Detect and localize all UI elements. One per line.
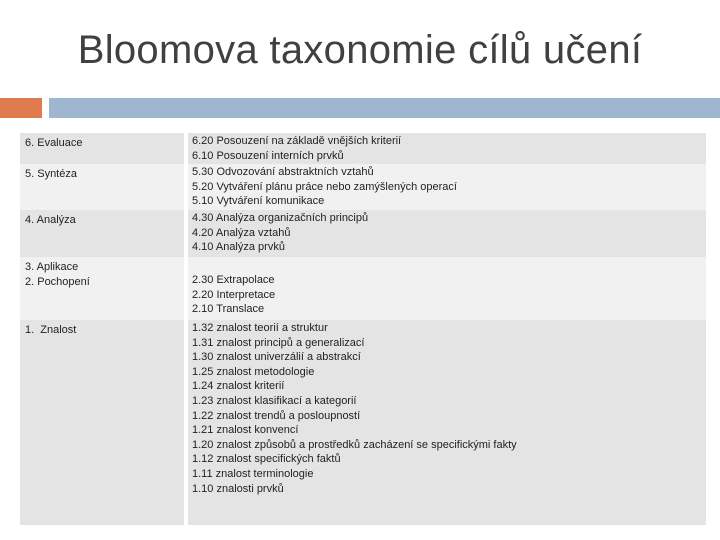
list-item: 1.20 znalost způsobů a prostředků zacházení se specifickými fakty [192,438,517,451]
level-label: 1. Znalost [25,324,77,336]
level-cell [20,133,184,164]
list-item: 1.25 znalost metodologie [192,365,315,378]
items-cell [188,210,706,257]
taxonomy-table [20,133,706,525]
level-label: 3. Aplikace [25,261,79,273]
slide-title: Bloomova taxonomie cílů učení [77,28,643,72]
list-item: 1.10 znalosti prvků [192,482,284,495]
list-item: 6.10 Posouzení interních prvků [192,149,344,162]
list-item: 1.31 znalost principů a generalizací [192,336,365,349]
list-item: 2.10 Translace [192,303,265,316]
list-item: 4.20 Analýza vztahů [192,226,291,239]
list-item: 1.22 znalost trendů a posloupností [192,409,361,422]
list-item: 1.30 znalost univerzálií a abstrakcí [192,351,361,364]
level-label: 4. Analýza [25,214,76,226]
list-item: 1.24 znalost kriterií [192,380,285,393]
level-cell [20,257,184,320]
list-item: 1.11 znalost terminologie [192,467,314,480]
list-item: 4.30 Analýza organizačních principů [192,212,369,224]
accent-bar-blue [49,98,720,118]
list-item: 4.10 Analýza prvků [192,241,285,254]
list-item: 6.20 Posouzení na základě vnějších kriterií [192,135,402,147]
level-label: 5. Syntéza [25,168,77,180]
list-item: 1.12 znalost specifických faktů [192,453,341,466]
table-row-znalost [20,320,706,525]
list-item: 1.21 znalost konvencí [192,424,299,437]
table-row-synteza [20,164,706,210]
table-row-evaluace [20,133,706,164]
table-row-aplikace-pochopeni [20,257,706,320]
level-cell [20,210,184,257]
level-cell [20,320,184,525]
list-item: 5.10 Vytváření komunikace [192,195,325,208]
items-cell [188,320,706,525]
list-item: 1.23 znalost klasifikací a kategorií [192,394,357,407]
list-item: 1.32 znalost teorií a struktur [192,322,328,334]
level-label: 6. Evaluace [25,137,83,149]
list-item: 5.20 Vytváření plánu práce nebo zamýšlených operací [192,180,457,193]
list-item: 2.20 Interpretace [192,288,276,301]
items-cell [188,164,706,210]
items-cell [188,257,706,320]
table-row-analyza [20,210,706,257]
items-cell [188,133,706,164]
list-item: 2.30 Extrapolace [192,274,275,286]
level-cell [20,164,184,210]
level-label: 2. Pochopení [25,275,90,288]
list-item: 5.30 Odvozování abstraktních vztahů [192,166,374,178]
accent-bar-orange [0,98,42,118]
